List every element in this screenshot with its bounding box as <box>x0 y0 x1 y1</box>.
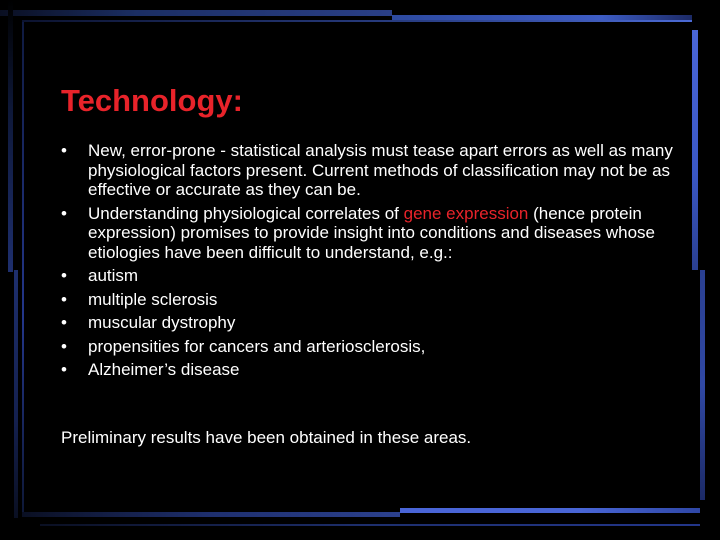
frame-top-bar-left <box>0 10 392 16</box>
bullet-text-after: (hence protein expression) promises to provide insight into conditions and diseases whose etiologies have been difficult to understand, e.g.: <box>88 203 655 262</box>
bullet-glyph: • <box>61 266 67 285</box>
bullet-item <box>61 266 691 286</box>
frame-left-line <box>22 22 24 512</box>
frame-bottom-line <box>40 524 700 526</box>
bullet-text: multiple sclerosis <box>88 289 218 309</box>
bullet-item <box>61 290 691 310</box>
bullet-text-before: Understanding physiological correlates of <box>88 203 404 223</box>
conclusion-text: Preliminary results have been obtained in these areas. <box>61 428 472 447</box>
bullet-item <box>61 360 691 380</box>
bullet-item <box>61 204 691 263</box>
bullet-item <box>61 313 691 333</box>
bullet-text: New, error-prone - statistical analysis must tease apart errors as well as many physiological factors present. Current methods of classification may not be as effective or accurate as they can be. <box>88 141 673 199</box>
bullet-glyph: • <box>61 360 67 379</box>
bullet-text: autism <box>88 266 139 285</box>
frame-right-bar-upper <box>692 30 698 270</box>
bullet-glyph: • <box>61 203 67 223</box>
slide-title: Technology: <box>61 83 243 118</box>
frame-top-line <box>22 20 692 22</box>
frame-bottom-bar-right <box>400 508 700 513</box>
bullet-list <box>61 141 691 384</box>
frame-right-bar-lower <box>700 270 705 500</box>
bullet-glyph: • <box>61 141 67 160</box>
bullet-glyph: • <box>61 289 67 309</box>
bullet-item <box>61 141 691 200</box>
bullet-item <box>61 337 691 357</box>
frame-bottom-bar-left <box>22 512 400 517</box>
bullet-text: Alzheimer’s disease <box>88 360 240 379</box>
bullet-glyph: • <box>61 313 67 332</box>
bullet-glyph: • <box>61 336 67 356</box>
frame-left-bar-upper <box>8 0 13 272</box>
gene-expression-highlight: gene expression <box>403 203 529 223</box>
bullet-text: muscular dystrophy <box>88 313 236 332</box>
frame-left-bar-lower <box>14 270 18 518</box>
bullet-text: propensities for cancers and arteriosclerosis, <box>88 336 426 356</box>
